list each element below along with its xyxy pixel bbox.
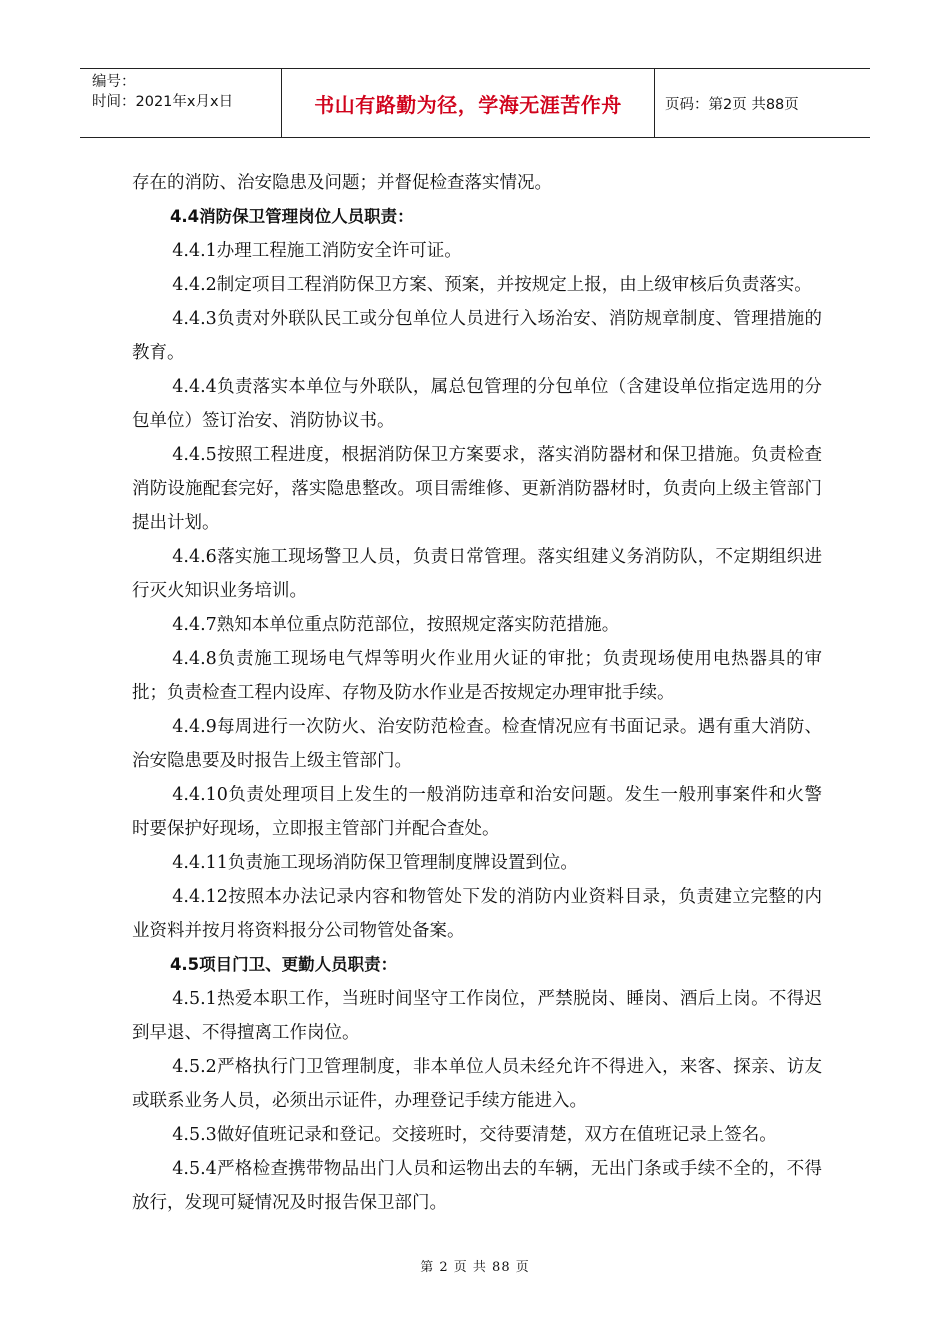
paragraph: 4.4.12按照本办法记录内容和物管处下发的消防内业资料目录，负责建立完整的内业资料并按月将资料报分公司物管处备案。: [132, 887, 822, 941]
paragraph: 4.4.4负责落实本单位与外联队，属总包管理的分包单位（含建设单位指定选用的分包单位）签订治安、消防协议书。: [132, 377, 822, 431]
paragraph: 4.4.11负责施工现场消防保卫管理制度牌设置到位。: [172, 853, 578, 873]
paragraph: 4.4.5按照工程进度，根据消防保卫方案要求，落实消防器材和保卫措施。负责检查消防设施配套完好，落实隐患整改。项目需维修、更新消防器材时，负责向上级主管部门提出计划。: [132, 445, 822, 533]
paragraph: 4.4.6落实施工现场警卫人员，负责日常管理。落实组建义务消防队，不定期组织进行灭火知识业务培训。: [132, 547, 822, 601]
section-heading: 4.4消防保卫管理岗位人员职责：: [169, 207, 414, 226]
paragraph: 4.4.9每周进行一次防火、治安防范检查。检查情况应有书面记录。遇有重大消防、治安隐患要及时报告上级主管部门。: [132, 717, 822, 771]
paragraph: 4.5.3做好值班记录和登记。交接班时，交待要清楚，双方在值班记录上签名。: [172, 1125, 777, 1145]
document-body: [132, 166, 822, 1220]
serial-label: 编号：: [92, 74, 136, 90]
paragraph: 4.4.2制定项目工程消防保卫方案、预案，并按规定上报，由上级审核后负责落实。: [172, 275, 812, 295]
paragraph: 4.4.1办理工程施工消防安全许可证。: [172, 241, 462, 261]
motto: 书山有路勤为径，学海无涯苦作舟: [282, 69, 655, 137]
page-header: [80, 68, 870, 138]
section-heading: 4.5项目门卫、更勤人员职责：: [169, 955, 398, 974]
paragraph: 4.5.2严格执行门卫管理制度，非本单位人员未经允许不得进入，来客、探亲、访友或联系业务人员，必须出示证件，办理登记手续方能进入。: [132, 1057, 822, 1111]
paragraph: 4.4.3负责对外联队民工或分包单位人员进行入场治安、消防规章制度、管理措施的教育。: [132, 309, 822, 363]
header-page-info: 页码：第2页 共88页: [665, 96, 799, 113]
header-meta: [80, 69, 282, 137]
time-label: 时间：2021年x月x日: [92, 94, 234, 110]
paragraph: 4.4.7熟知本单位重点防范部位，按照规定落实防范措施。: [172, 615, 620, 635]
paragraph: 存在的消防、治安隐患及问题；并督促检查落实情况。: [132, 173, 552, 193]
paragraph: 4.5.4严格检查携带物品出门人员和运物出去的车辆，无出门条或手续不全的，不得放行，发现可疑情况及时报告保卫部门。: [132, 1159, 822, 1213]
paragraph: 4.4.8负责施工现场电气焊等明火作业用火证的审批；负责现场使用电热器具的审批；负责检查工程内设库、存物及防水作业是否按规定办理审批手续。: [132, 649, 822, 703]
paragraph: 4.5.1热爱本职工作，当班时间坚守工作岗位，严禁脱岗、睡岗、酒后上岗。不得迟到早退、不得擅离工作岗位。: [132, 989, 822, 1043]
page-footer: 第 2 页 共 88 页: [420, 1260, 530, 1275]
paragraph: 4.4.10负责处理项目上发生的一般消防违章和治安问题。发生一般刑事案件和火警时要保护好现场，立即报主管部门并配合查处。: [132, 785, 822, 839]
